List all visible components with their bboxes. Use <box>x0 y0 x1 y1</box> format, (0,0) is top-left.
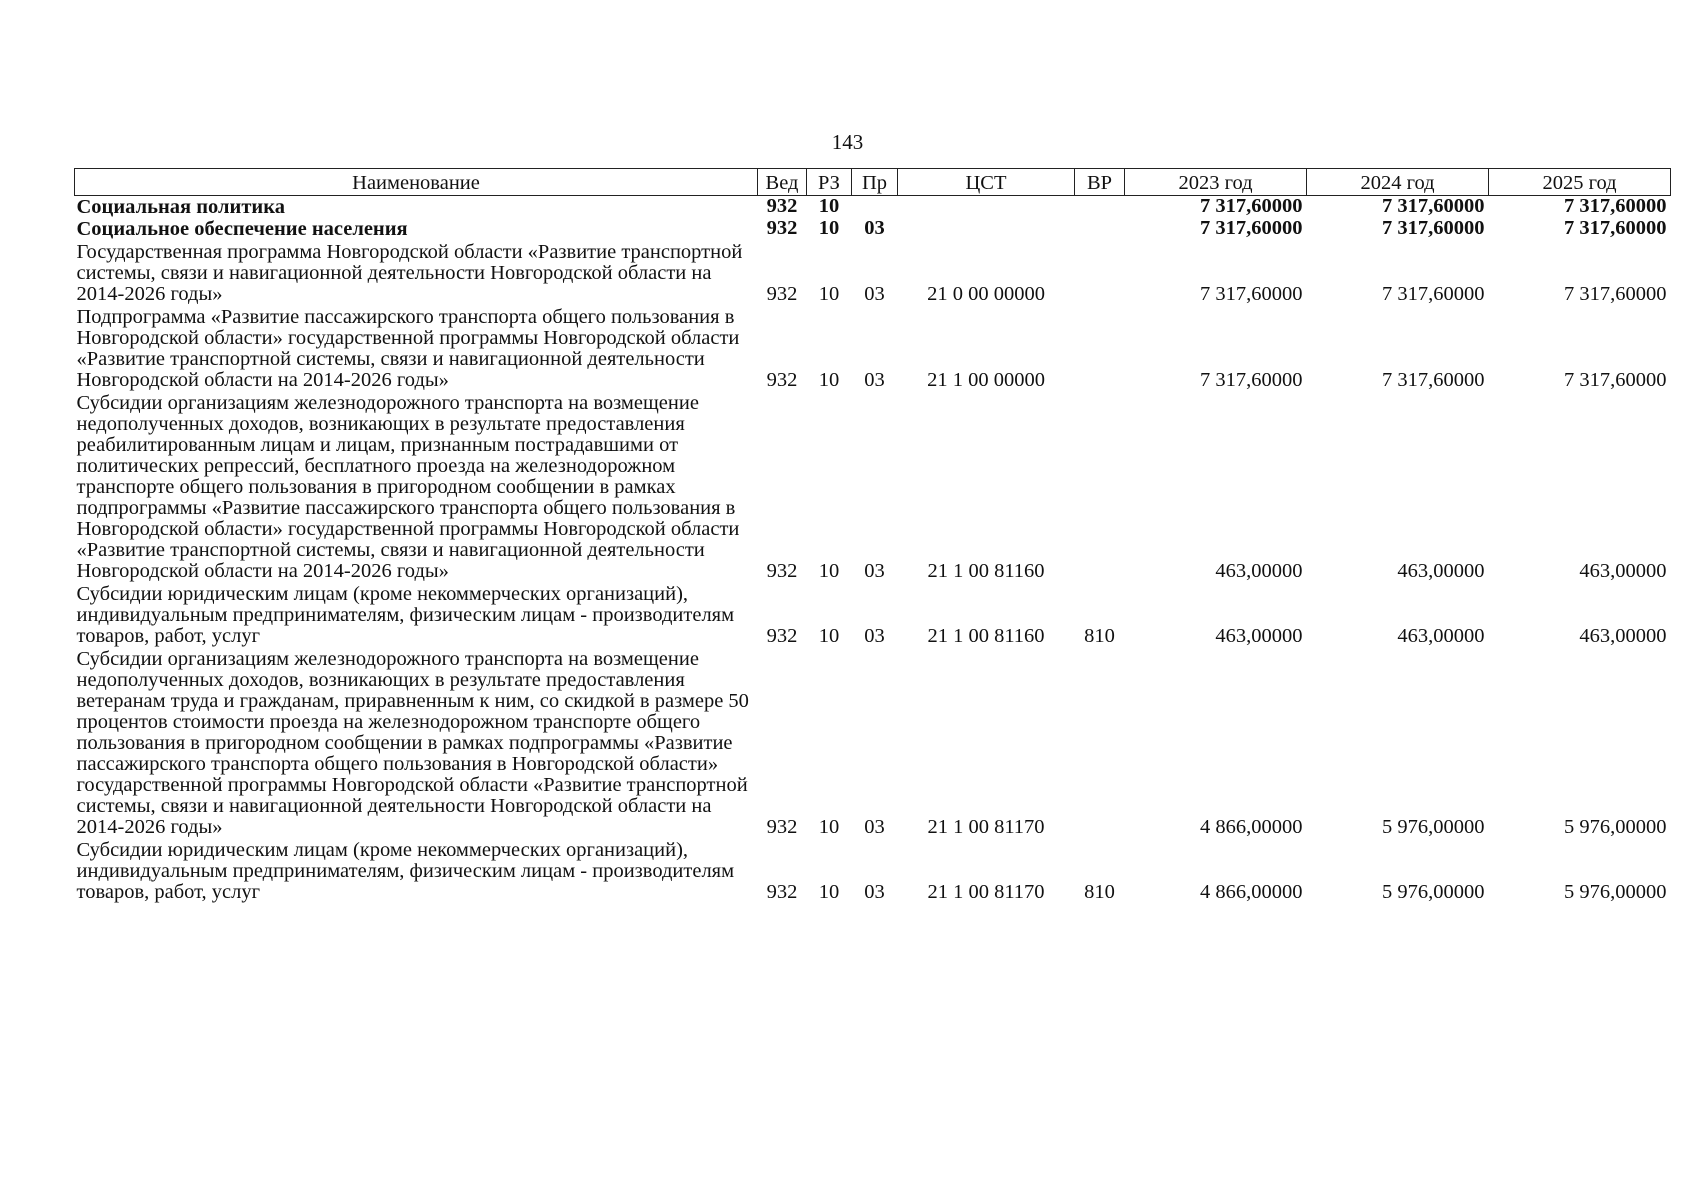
page-number: 143 <box>831 130 864 154</box>
row-rz: 10 <box>818 217 840 239</box>
table-row <box>75 582 1671 647</box>
row-ved: 932 <box>766 369 798 391</box>
row-vr: 810 <box>1084 625 1115 647</box>
row-2025: 5 976,00000 <box>1564 881 1667 903</box>
row-vr <box>1075 240 1125 305</box>
row-2023: 4 866,00000 <box>1200 816 1303 838</box>
row-rz: 10 <box>818 195 840 217</box>
header-pr: Пр <box>852 169 898 196</box>
row-pr: 03 <box>864 283 885 305</box>
row-2025: 463,00000 <box>1579 560 1667 582</box>
row-2024: 7 317,60000 <box>1382 369 1485 391</box>
row-vr <box>1075 305 1125 391</box>
row-vr <box>1075 196 1125 219</box>
row-cst: 21 1 00 81170 <box>927 881 1045 903</box>
header-vr: ВР <box>1075 169 1125 196</box>
budget-table <box>74 168 1671 903</box>
row-cst: 21 1 00 81160 <box>927 560 1045 582</box>
row-cst: 21 0 00 00000 <box>927 283 1045 305</box>
table-row <box>75 305 1671 391</box>
row-2024: 7 317,60000 <box>1382 217 1485 239</box>
row-vr <box>1075 218 1125 240</box>
row-cst <box>898 218 1075 240</box>
row-cst: 21 1 00 81160 <box>927 625 1045 647</box>
row-name: Субсидии юридическим лицам (кроме некоммерческих организаций), индивидуальным предпринимателям, физическим лицам - производителям товаров, работ, услуг <box>76 839 735 903</box>
row-vr <box>1075 647 1125 838</box>
row-pr <box>852 196 898 219</box>
header-name: Наименование <box>75 169 758 196</box>
row-name: Субсидии юридическим лицам (кроме некоммерческих организаций), индивидуальным предпринимателям, физическим лицам - производителям товаров, работ, услуг <box>76 583 735 647</box>
row-2023: 463,00000 <box>1215 625 1303 647</box>
row-rz: 10 <box>818 283 840 305</box>
row-rz: 10 <box>818 369 840 391</box>
row-name: Подпрограмма «Развитие пассажирского транспорта общего пользования в Новгородской области» государственной программы Новгородской области «Развитие транспортной системы, связи и навигационной деятельности Новгородской области на 2014-2026 годы» <box>76 306 740 391</box>
table-row <box>75 391 1671 582</box>
row-rz: 10 <box>818 560 840 582</box>
row-ved: 932 <box>766 195 798 217</box>
header-2024: 2024 год <box>1307 169 1489 196</box>
row-2024: 5 976,00000 <box>1382 816 1485 838</box>
row-name: Государственная программа Новгородской области «Развитие транспортной системы, связи и навигационной деятельности Новгородской области на 2014-2026 годы» <box>76 241 743 305</box>
row-rz: 10 <box>818 625 840 647</box>
row-ved: 932 <box>766 816 798 838</box>
table-header <box>75 169 1671 196</box>
row-cst <box>898 196 1075 219</box>
row-2024: 463,00000 <box>1397 625 1485 647</box>
row-2025: 5 976,00000 <box>1564 816 1667 838</box>
row-pr: 03 <box>864 217 885 239</box>
row-name: Социальная политика <box>76 196 285 218</box>
row-2023: 4 866,00000 <box>1200 881 1303 903</box>
row-rz: 10 <box>818 881 840 903</box>
table-row <box>75 240 1671 305</box>
row-cst: 21 1 00 00000 <box>927 369 1045 391</box>
row-2023: 463,00000 <box>1215 560 1303 582</box>
row-cst: 21 1 00 81170 <box>927 816 1045 838</box>
table-row <box>75 647 1671 838</box>
row-name: Субсидии организациям железнодорожного транспорта на возмещение недополученных доходов, возникающих в результате предоставления реабилитированным лицам и лицам, признанным пострадавшими от политических репрессий, бесплатного проезда на железнодорожном транспорте общего пользования в пригородном сообщении в рамках подпрограммы «Развитие пассажирского транспорта общего пользования в Новгородской области» государственной программы Новгородской области «Развитие транспортной системы, связи и навигационной деятельности Новгородской области на 2014-2026 годы» <box>76 392 740 582</box>
header-2023: 2023 год <box>1125 169 1307 196</box>
row-2023: 7 317,60000 <box>1200 195 1303 217</box>
row-vr: 810 <box>1084 881 1115 903</box>
table-row <box>75 218 1671 240</box>
row-2025: 7 317,60000 <box>1564 195 1667 217</box>
row-2023: 7 317,60000 <box>1200 369 1303 391</box>
row-pr: 03 <box>864 816 885 838</box>
row-2025: 7 317,60000 <box>1564 217 1667 239</box>
row-2024: 463,00000 <box>1397 560 1485 582</box>
row-ved: 932 <box>766 217 798 239</box>
header-rz: РЗ <box>807 169 852 196</box>
row-2023: 7 317,60000 <box>1200 217 1303 239</box>
row-2024: 5 976,00000 <box>1382 881 1485 903</box>
row-2025: 463,00000 <box>1579 625 1667 647</box>
row-pr: 03 <box>864 560 885 582</box>
row-name: Социальное обеспечение населения <box>76 218 408 240</box>
table-row <box>75 838 1671 903</box>
header-ved: Вед <box>758 169 807 196</box>
row-ved: 932 <box>766 625 798 647</box>
row-2024: 7 317,60000 <box>1382 283 1485 305</box>
header-cst: ЦСТ <box>898 169 1075 196</box>
row-pr: 03 <box>864 369 885 391</box>
row-pr: 03 <box>864 625 885 647</box>
row-pr: 03 <box>864 881 885 903</box>
row-2023: 7 317,60000 <box>1200 283 1303 305</box>
row-vr <box>1075 391 1125 582</box>
header-2025: 2025 год <box>1489 169 1671 196</box>
row-name: Субсидии организациям железнодорожного транспорта на возмещение недополученных доходов, возникающих в результате предоставления ветеранам труда и гражданам, приравненным к ним, со скидкой в размере 50 процентов стоимости проезда на железнодорожном транспорте общего пользования в пригородном сообщении в рамках подпрограммы «Развитие пассажирского транспорта общего пользования в Новгородской области» государственной программы Новгородской области «Развитие транспортной системы, связи и навигационной деятельности Новгородской области на 2014-2026 годы» <box>76 648 749 838</box>
row-2024: 7 317,60000 <box>1382 195 1485 217</box>
row-ved: 932 <box>766 560 798 582</box>
row-rz: 10 <box>818 816 840 838</box>
table-row <box>75 196 1671 219</box>
row-ved: 932 <box>766 283 798 305</box>
row-2025: 7 317,60000 <box>1564 283 1667 305</box>
row-ved: 932 <box>766 881 798 903</box>
row-2025: 7 317,60000 <box>1564 369 1667 391</box>
